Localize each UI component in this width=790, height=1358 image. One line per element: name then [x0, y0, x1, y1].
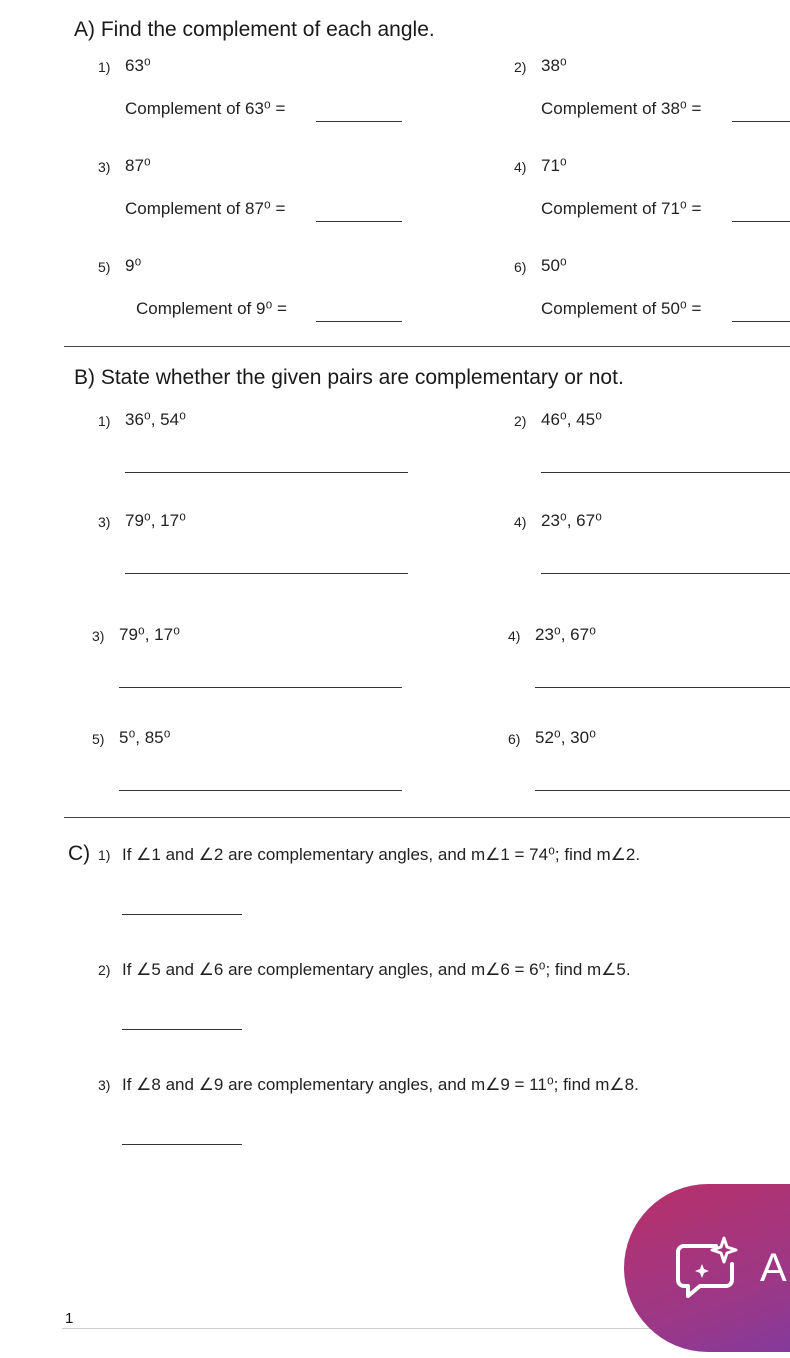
c-item-3-question: If ∠8 and ∠9 are complementary angles, and m∠9 = 11⁰; find m∠8.: [122, 1075, 639, 1094]
ai-assistant-label[interactable]: A: [760, 1246, 787, 1290]
c-item-3-answer-blank[interactable]: [122, 1144, 242, 1145]
a-item-5-answer-blank[interactable]: [316, 321, 402, 322]
a-item-5-angle: 9⁰: [125, 256, 142, 275]
section-b-title: B) State whether the given pairs are complementary or not.: [74, 366, 624, 389]
b-item-6-number: 4): [508, 628, 521, 644]
b-item-5-answer-blank[interactable]: [119, 687, 402, 688]
a-item-6-answer-blank[interactable]: [732, 321, 790, 322]
b-item-1-number: 1): [98, 413, 111, 429]
a-item-4-number: 4): [514, 159, 527, 175]
b-item-2-number: 2): [514, 413, 527, 429]
ai-sparkle-chat-icon: [672, 1236, 742, 1300]
c-item-1-answer-blank[interactable]: [122, 914, 242, 915]
c-item-2-answer-blank[interactable]: [122, 1029, 242, 1030]
a-item-3-answer-blank[interactable]: [316, 221, 402, 222]
section-a-title: A) Find the complement of each angle.: [74, 18, 435, 41]
b-item-7-number: 5): [92, 731, 105, 747]
a-item-1-prompt: Complement of 63⁰ =: [125, 99, 286, 118]
b-item-5-number: 3): [92, 628, 105, 644]
section-divider-b: [64, 817, 790, 818]
b-item-7-pair: 5⁰, 85⁰: [119, 728, 171, 747]
b-item-4-answer-blank[interactable]: [541, 573, 790, 574]
a-item-3-prompt: Complement of 87⁰ =: [125, 199, 286, 218]
b-item-3-pair: 79⁰, 17⁰: [125, 511, 186, 530]
a-item-5-number: 5): [98, 259, 111, 275]
a-item-4-prompt: Complement of 71⁰ =: [541, 199, 702, 218]
a-item-3-number: 3): [98, 159, 111, 175]
page-number: 1: [65, 1310, 74, 1327]
a-item-4-angle: 71⁰: [541, 156, 567, 175]
section-c-label: C): [68, 842, 91, 865]
b-item-5-pair: 79⁰, 17⁰: [119, 625, 180, 644]
b-item-2-pair: 46⁰, 45⁰: [541, 410, 602, 429]
b-item-2-answer-blank[interactable]: [541, 472, 790, 473]
b-item-8-pair: 52⁰, 30⁰: [535, 728, 596, 747]
b-item-3-number: 3): [98, 514, 111, 530]
b-item-3-answer-blank[interactable]: [125, 573, 408, 574]
b-item-8-number: 6): [508, 731, 521, 747]
a-item-1-answer-blank[interactable]: [316, 121, 402, 122]
a-item-4-answer-blank[interactable]: [732, 221, 790, 222]
a-item-1-number: 1): [98, 59, 111, 75]
c-item-2-number: 2): [98, 962, 111, 978]
a-item-3-angle: 87⁰: [125, 156, 151, 175]
b-item-4-number: 4): [514, 514, 527, 530]
b-item-1-pair: 36⁰, 54⁰: [125, 410, 186, 429]
a-item-2-number: 2): [514, 59, 527, 75]
footer-rule: [62, 1328, 662, 1329]
a-item-2-answer-blank[interactable]: [732, 121, 790, 122]
a-item-6-number: 6): [514, 259, 527, 275]
a-item-5-prompt: Complement of 9⁰ =: [136, 299, 287, 318]
c-item-2-question: If ∠5 and ∠6 are complementary angles, and m∠6 = 6⁰; find m∠5.: [122, 960, 631, 979]
b-item-4-pair: 23⁰, 67⁰: [541, 511, 602, 530]
a-item-6-angle: 50⁰: [541, 256, 567, 275]
a-item-1-angle: 63⁰: [125, 56, 151, 75]
b-item-8-answer-blank[interactable]: [535, 790, 790, 791]
b-item-7-answer-blank[interactable]: [119, 790, 402, 791]
b-item-6-pair: 23⁰, 67⁰: [535, 625, 596, 644]
a-item-6-prompt: Complement of 50⁰ =: [541, 299, 702, 318]
c-item-3-number: 3): [98, 1077, 111, 1093]
c-item-1-question: If ∠1 and ∠2 are complementary angles, and m∠1 = 74⁰; find m∠2.: [122, 845, 641, 864]
c-item-1-number: 1): [98, 847, 111, 863]
b-item-1-answer-blank[interactable]: [125, 472, 408, 473]
b-item-6-answer-blank[interactable]: [535, 687, 790, 688]
section-divider-a: [64, 346, 790, 347]
a-item-2-angle: 38⁰: [541, 56, 567, 75]
a-item-2-prompt: Complement of 38⁰ =: [541, 99, 702, 118]
